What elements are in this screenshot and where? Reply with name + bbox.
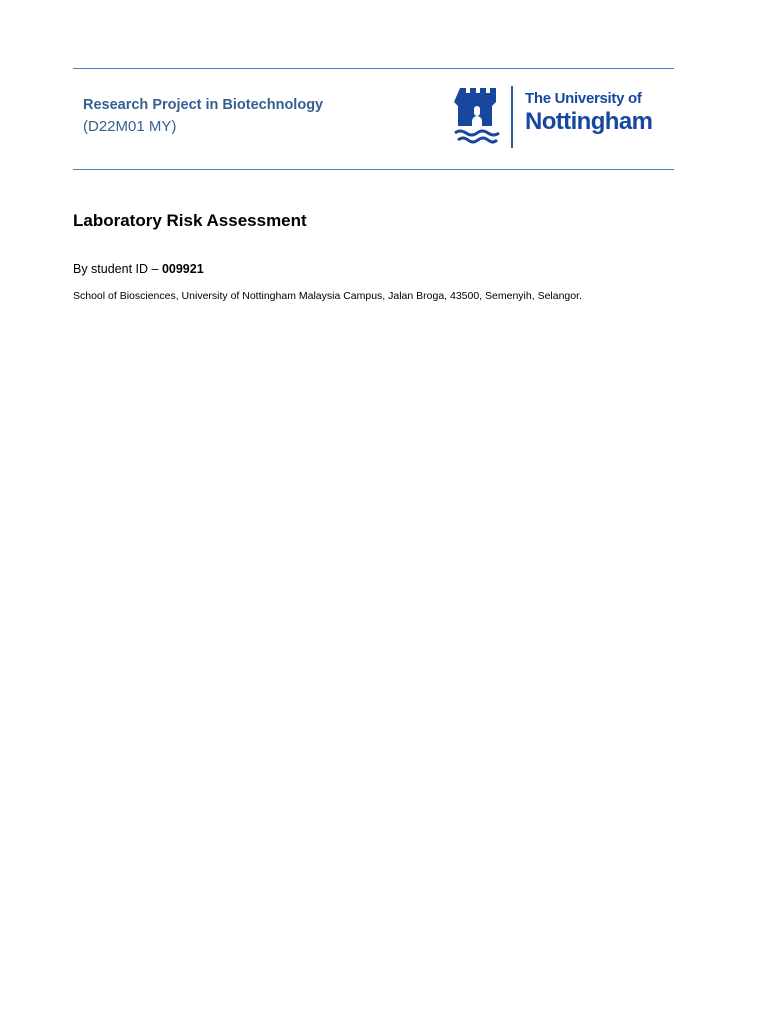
course-code: (D22M01 MY) xyxy=(83,118,177,135)
logo-divider xyxy=(511,86,513,148)
university-logo xyxy=(454,84,676,150)
header-top-rule xyxy=(73,68,674,69)
document-title: Laboratory Risk Assessment xyxy=(73,211,307,230)
course-title: Research Project in Biotechnology xyxy=(83,97,324,113)
header-bottom-rule xyxy=(73,169,674,170)
affiliation: School of Biosciences, University of Nottingham Malaysia Campus, Jalan Broga, 43500, Semenyih, Selangor. xyxy=(73,290,582,302)
logo-wordmark xyxy=(525,90,652,136)
author-line xyxy=(73,262,204,276)
author-prefix: By student ID – xyxy=(73,262,162,276)
student-id: 009921 xyxy=(161,262,204,276)
logo-line1: The University of xyxy=(525,90,642,107)
castle-crest-icon xyxy=(454,84,500,146)
course-heading xyxy=(83,95,323,137)
logo-line2: Nottingham xyxy=(525,108,653,135)
